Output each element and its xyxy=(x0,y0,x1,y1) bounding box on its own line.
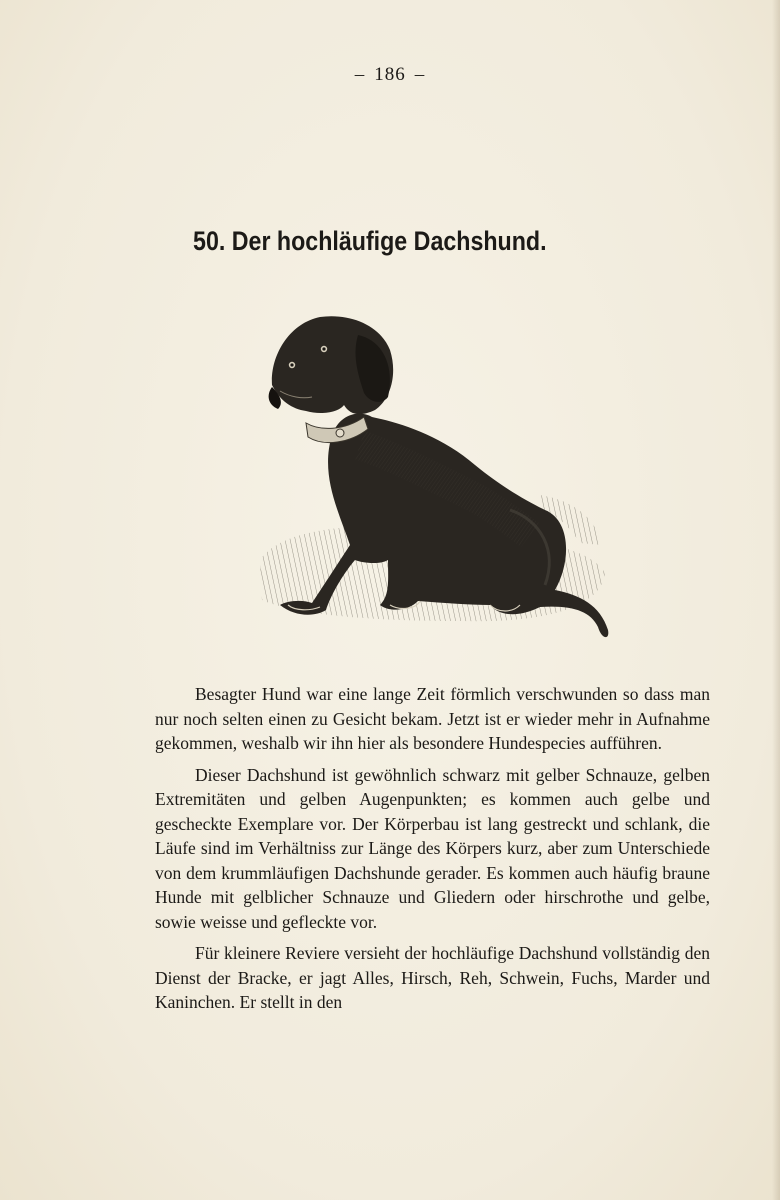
paragraph-1: Besagter Hund war eine lange Zeit förmlich verschwunden so dass man nur noch selten einen zu Gesicht bekam. Jetzt ist er wieder mehr in Aufnahme gekommen, weshalb wir ihn hier als besondere Hundespecies aufführen. xyxy=(155,684,710,753)
page-number-dash-left: – xyxy=(354,64,366,85)
page-number xyxy=(0,64,780,86)
page-number-value: 186 xyxy=(374,64,406,85)
page-number-dash-right: – xyxy=(414,64,426,85)
dog-head xyxy=(269,316,394,414)
dachshund-illustration xyxy=(240,305,620,650)
chapter-title: 50. Der hochläufige Dachshund. xyxy=(193,226,547,256)
page-edge-shadow xyxy=(772,0,780,1200)
body-text xyxy=(155,682,710,1022)
paragraph-3: Für kleinere Reviere versieht der hochläufige Dachshund vollständig den Dienst der Bracke, er jagt Alles, Hirsch, Reh, Schwein, Fuchs, Marder und Kaninchen. Er stellt in den xyxy=(155,943,710,1012)
paragraph-2: Dieser Dachshund ist gewöhnlich schwarz mit gelber Schnauze, gelben Extremitäten und gelben Augenpunkten; es kommen auch gelbe und gescheckte Exemplare vor. Der Körperbau ist lang gestreckt und schlank, die Läufe sind im Verhältniss zur Länge des Körpers kurz, aber zum Unterschiede von dem krummläufigen Dachshunde gerader. Es kommen auch häufig braune Hunde mit gelblicher Schnauze und Gliedern oder hirschrothe und gelbe, sowie weisse und gefleckte vor. xyxy=(155,764,710,932)
